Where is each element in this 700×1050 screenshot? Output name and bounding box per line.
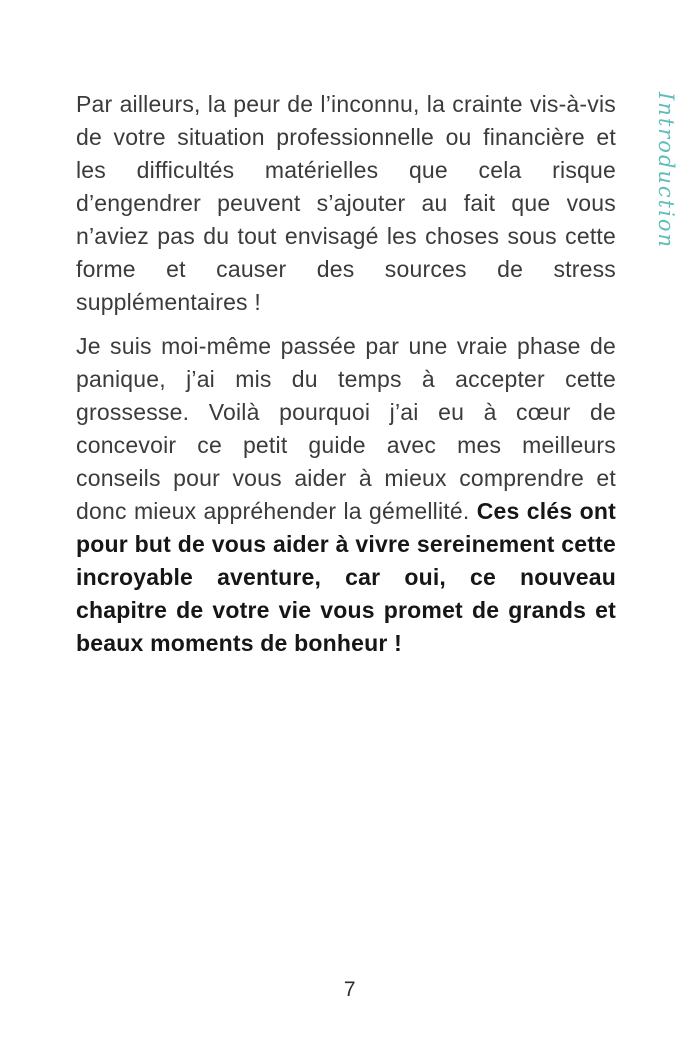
page-content [76, 88, 616, 660]
chapter-tab [654, 92, 678, 312]
chapter-tab-label: Introduction [654, 92, 678, 249]
paragraph-2 [76, 330, 616, 660]
paragraph-2-regular-text: Je suis moi-même passée par une vraie phase de panique, j’ai mis du temps à accepter cette grossesse. Voilà pourquoi j’ai eu à cœur de concevoir ce petit guide avec mes meilleurs conseils pour vous aider à mieux comprendre et donc mieux appréhender la gémellité. [76, 333, 616, 524]
page-number: 7 [343, 978, 357, 1001]
paragraph-1: Par ailleurs, la peur de l’inconnu, la crainte vis-à-vis de votre situation professionnelle ou financière et les difficultés matérielles que cela risque d’engendrer peuvent s’ajouter au fait que vous n’aviez pas du tout envisagé les choses sous cette forme et causer des sources de stress supplémentaires ! [76, 91, 616, 315]
paragraph-2-bold-text: Ces clés ont pour but de vous aider à vivre sereinement cette incroyable aventure, car oui, ce nouveau chapitre de votre vie vous promet de grands et beaux moments de bonheur ! [76, 498, 616, 656]
